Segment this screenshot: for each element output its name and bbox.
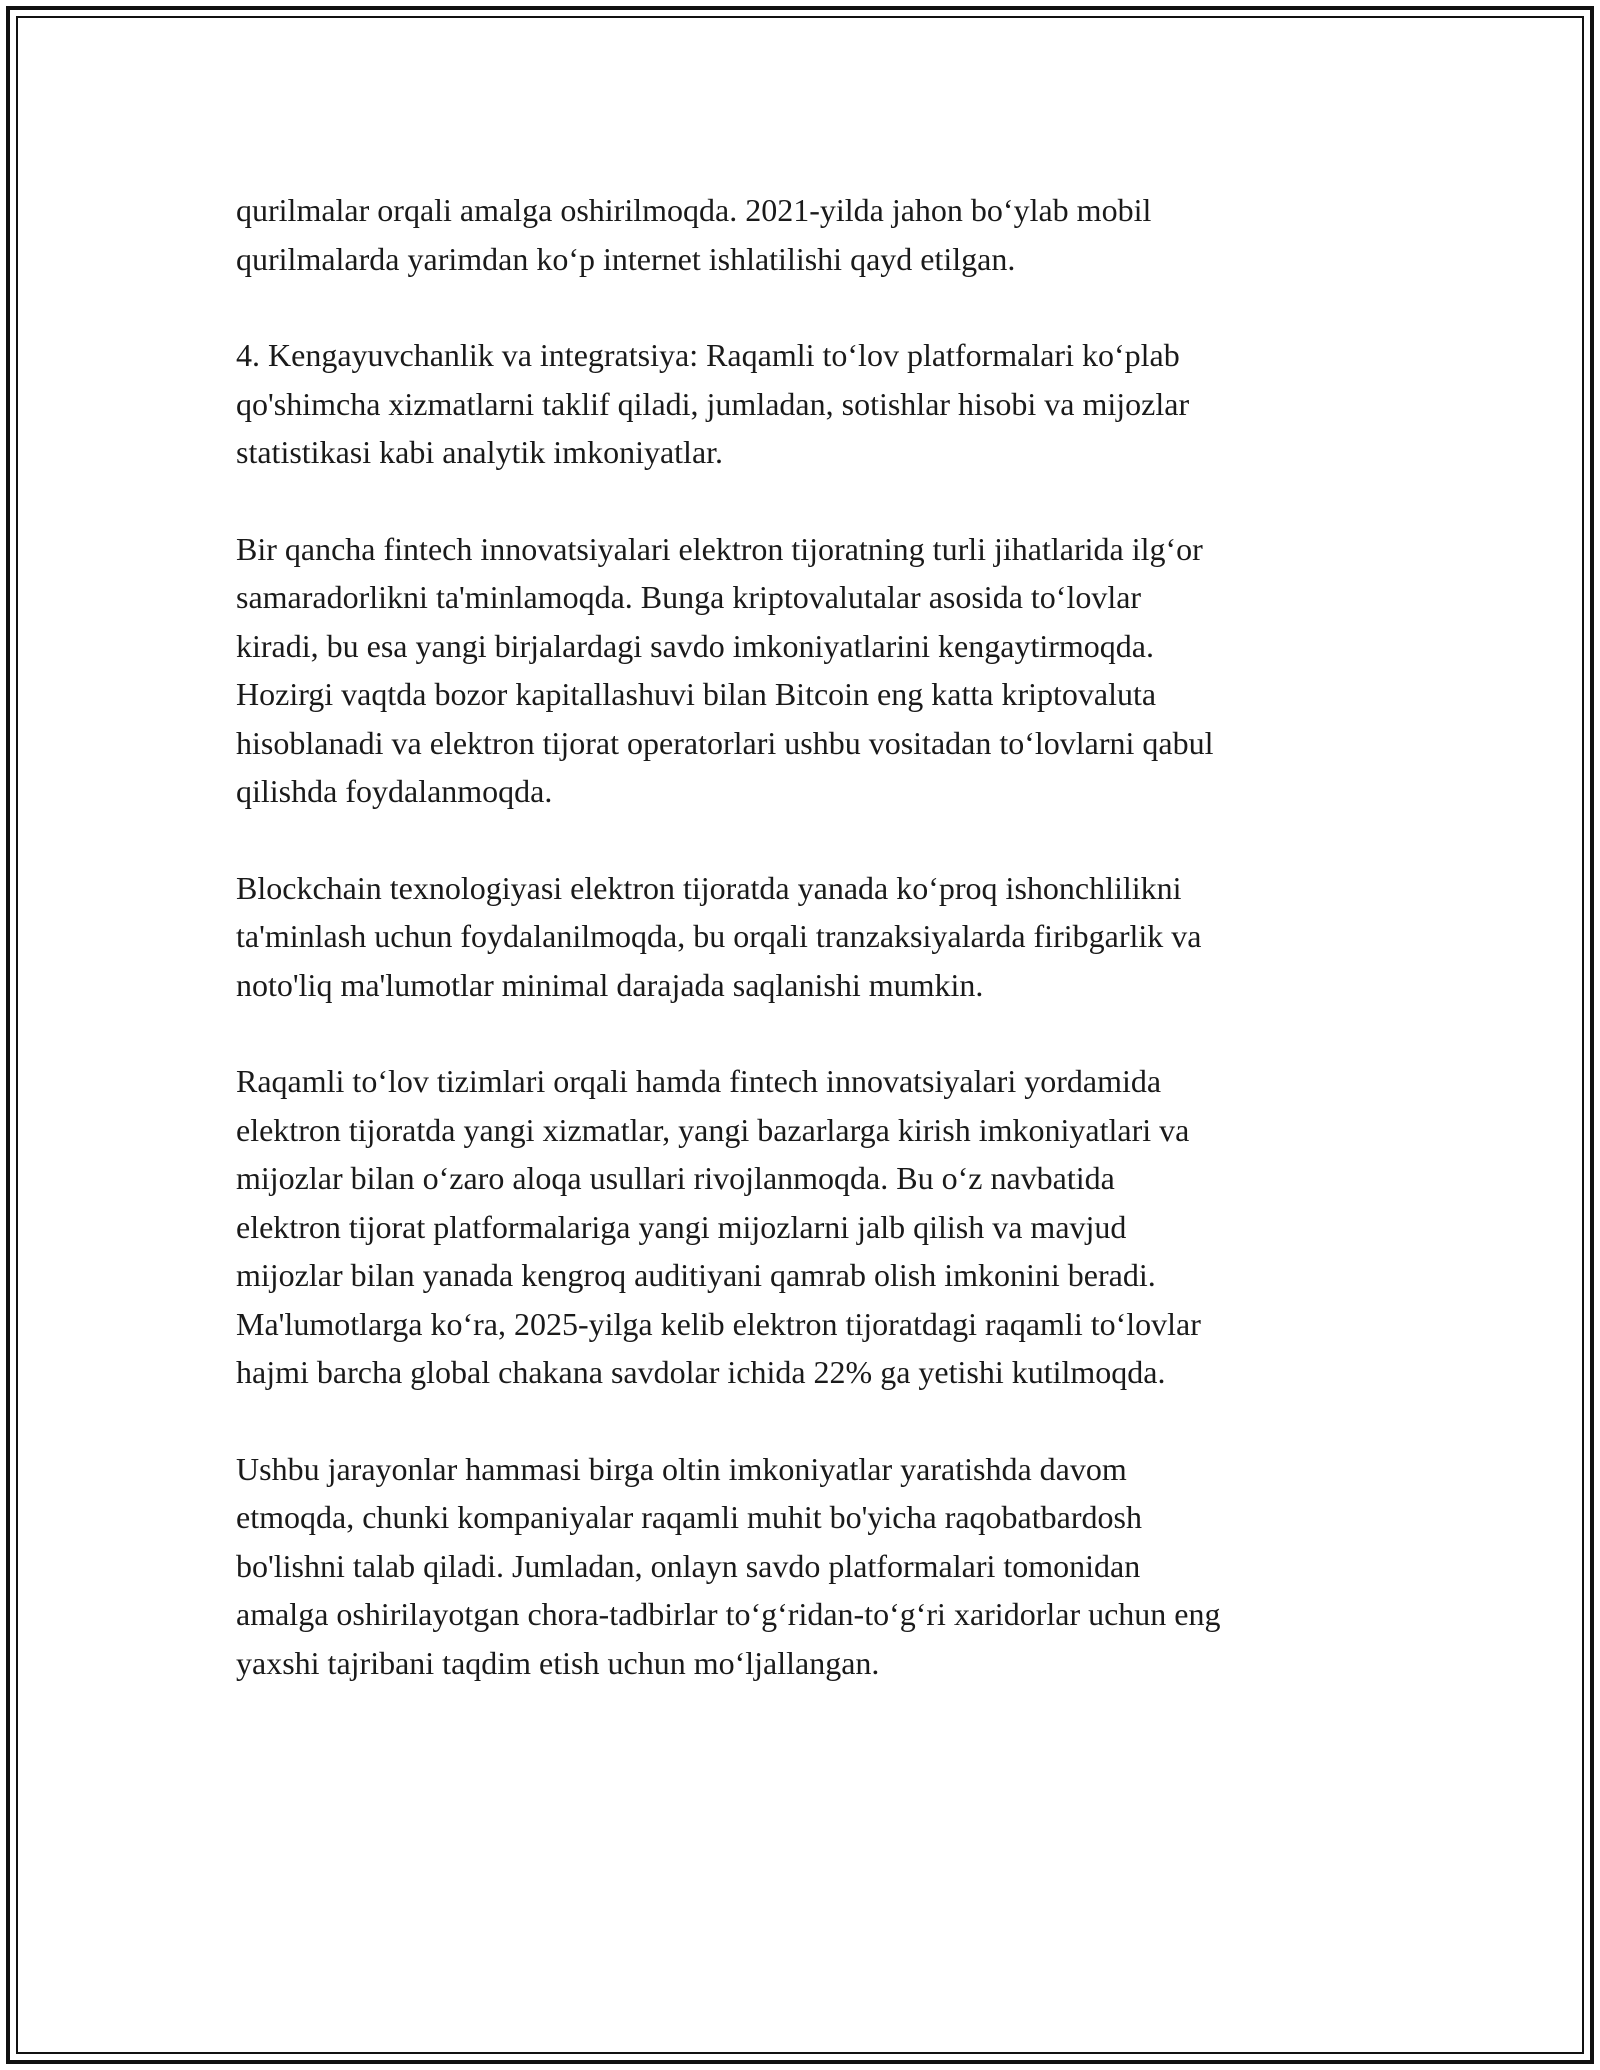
text-line: Bir qancha fintech innovatsiyalari elektron tijoratning turli jihatlarida ilg‘or [236,530,1203,567]
text-line: noto'liq ma'lumotlar minimal darajada saqlanishi mumkin. [236,966,984,1003]
text-line: hajmi barcha global chakana savdolar ichida 22% ga yetishi kutilmoqda. [236,1354,1166,1390]
text-line: qurilmalar orqali amalga oshirilmoqda. 2021-yilda jahon bo‘ylab mobil [236,192,1152,228]
text-line: Raqamli to‘lov tizimlari orqali hamda fintech innovatsiyalari yordamida [236,1063,1162,1099]
text-line: Hozirgi vaqtda bozor kapitallashuvi bilan Bitcoin eng katta kriptovaluta [236,676,1157,712]
paragraph-digital-payments [236,1057,1376,1397]
text-line: 4. Kengayuvchanlik va integratsiya: Raqamli to‘lov platformalari ko‘plab [236,337,1180,373]
paragraph-fintech-crypto [236,525,1376,816]
text-line: Ma'lumotlarga ko‘ra, 2025-yilga kelib elektron tijoratdagi raqamli to‘lovlar [236,1305,1201,1342]
text-line: Blockchain texnologiyasi elektron tijoratda yanada ko‘proq ishonchlilikni [236,869,1182,906]
text-line: qilishda foydalanmoqda. [236,773,553,809]
text-line: qo'shimcha xizmatlarni taklif qiladi, jumladan, sotishlar hisobi va mijozlar [236,385,1190,422]
paragraph-mobile-usage [236,186,1376,283]
paragraph-conclusion [236,1445,1376,1688]
text-line: hisoblanadi va elektron tijorat operatorlari ushbu vositadan to‘lovlarni qabul [236,724,1214,761]
text-line: samaradorlikni ta'minlamoqda. Bunga kriptovalutalar asosida to‘lovlar [236,579,1142,615]
text-line: elektron tijorat platformalariga yangi mijozlarni jalb qilish va mavjud [236,1208,1127,1245]
paragraph-blockchain [236,864,1376,1010]
text-line: kiradi, bu esa yangi birjalardagi savdo imkoniyatlarini kengaytirmoqda. [236,627,1154,664]
text-line: ta'minlash uchun foydalanilmoqda, bu orqali tranzaksiyalarda firibgarlik va [236,918,1202,954]
paragraph-scalability [236,331,1376,477]
text-line: etmoqda, chunki kompaniyalar raqamli muhit bo'yicha raqobatbardosh [236,1499,1142,1535]
text-line: yaxshi tajribani taqdim etish uchun mo‘ljallangan. [236,1644,880,1681]
text-line: statistikasi kabi analytik imkoniyatlar. [236,434,724,470]
text-line: elektron tijoratda yangi xizmatlar, yangi bazarlarga kirish imkoniyatlari va [236,1111,1190,1148]
text-line: mijozlar bilan o‘zaro aloqa usullari rivojlanmoqda. Bu o‘z navbatida [236,1160,1115,1196]
text-line: bo'lishni talab qiladi. Jumladan, onlayn savdo platformalari tomonidan [236,1547,1141,1584]
document-body [236,186,1376,1735]
text-line: Ushbu jarayonlar hammasi birga oltin imkoniyatlar yaratishda davom [236,1450,1127,1487]
text-line: qurilmalarda yarimdan ko‘p internet ishlatilishi qayd etilgan. [236,240,1016,277]
text-line: amalga oshirilayotgan chora-tadbirlar to‘g‘ridan-to‘g‘ri xaridorlar uchun eng [236,1596,1221,1632]
text-line: mijozlar bilan yanada kengroq auditiyani qamrab olish imkonini beradi. [236,1257,1156,1293]
